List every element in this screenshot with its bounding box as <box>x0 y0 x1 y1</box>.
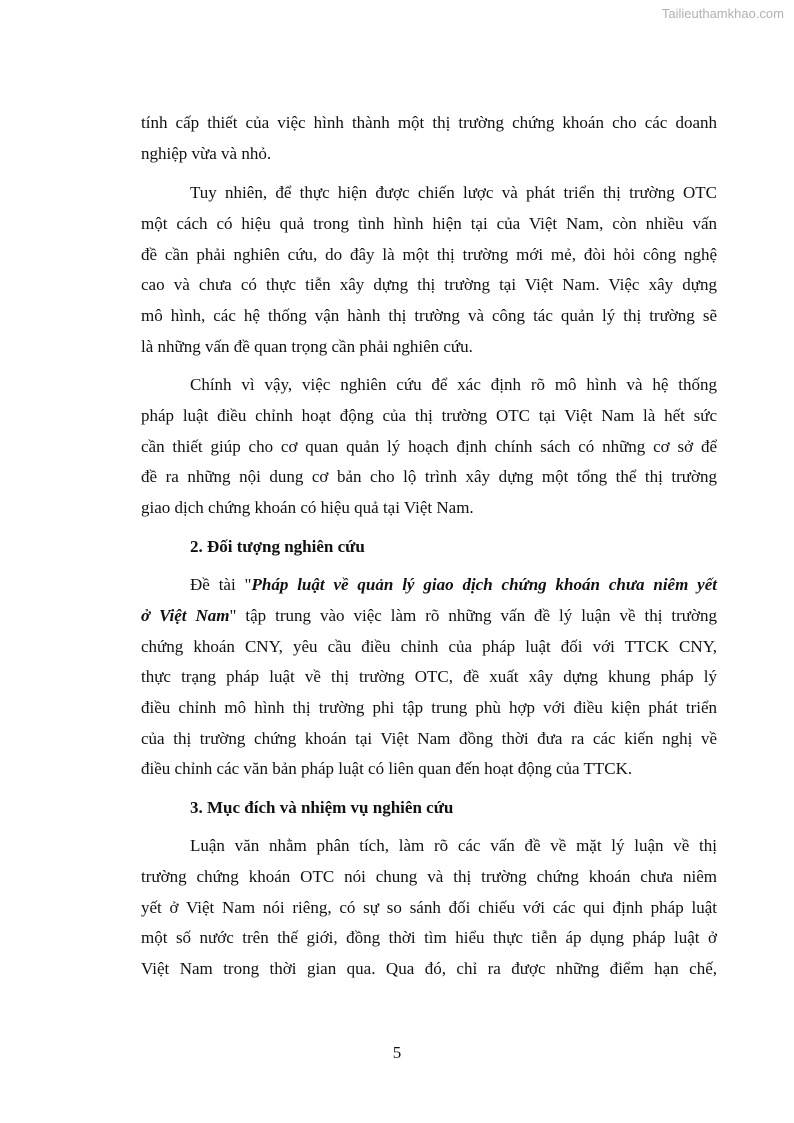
paragraph-line: của thị trường chứng khoán tại Việt Nam đồng thời đưa ra các kiến nghị về <box>141 729 717 748</box>
paragraph-line: Việt Nam trong thời gian qua. Qua đó, chỉ ra được những điểm hạn chế, <box>141 959 717 978</box>
paragraph-line: pháp luật điều chỉnh hoạt động của thị trường OTC tại Việt Nam là hết sức <box>141 406 717 425</box>
thesis-title-emphasis: ở Việt Nam <box>141 606 230 625</box>
paragraph-line: điều chỉnh các văn bản pháp luật có liên quan đến hoạt động của TTCK. <box>141 759 633 778</box>
paragraph-line: là những vấn đề quan trọng cần phải nghiên cứu. <box>141 337 473 356</box>
watermark: Tailieuthamkhao.com <box>661 6 784 21</box>
paragraph-line: cao và chưa có thực tiễn xây dựng thị trường tại Việt Nam. Việc xây dựng <box>141 275 717 294</box>
paragraph-line: thực trạng pháp luật về thị trường OTC, đề xuất xây dựng khung pháp lý <box>141 667 717 686</box>
text-run: Đề tài " <box>190 575 252 594</box>
thesis-title-emphasis: Pháp luật về quản lý giao dịch chứng khoán chưa niêm yết <box>251 575 717 594</box>
text-run: " tập trung vào việc làm rõ những vấn đề lý luận về thị trường <box>229 606 717 625</box>
paragraph-line <box>190 569 717 600</box>
paragraph-line: chứng khoán CNY, yêu cầu điều chỉnh của pháp luật đối với TTCK CNY, <box>141 637 717 656</box>
paragraph-line: cần thiết giúp cho cơ quan quản lý hoạch định chính sách có những cơ sở để <box>141 437 717 456</box>
paragraph-line: nghiệp vừa và nhỏ. <box>141 144 272 163</box>
paragraph-line: tính cấp thiết của việc hình thành một thị trường chứng khoán cho các doanh <box>141 113 717 132</box>
paragraph-line: Chính vì vậy, việc nghiên cứu để xác định rõ mô hình và hệ thống <box>190 375 717 394</box>
paragraph-line: đề ra những nội dung cơ bản cho lộ trình xây dựng một tổng thể thị trường <box>141 467 717 486</box>
paragraph-line: Tuy nhiên, để thực hiện được chiến lược và phát triển thị trường OTC <box>190 183 717 202</box>
section-heading: 2. Đối tượng nghiên cứu <box>190 537 365 556</box>
paragraph-line: một cách có hiệu quả trong tình hình hiện tại của Việt Nam, còn nhiều vấn <box>141 214 717 233</box>
paragraph-line: mô hình, các hệ thống vận hành thị trường và công tác quản lý thị trường sẽ <box>141 306 717 325</box>
paragraph-line: điều chỉnh mô hình thị trường phi tập trung phù hợp với điều kiện phát triển <box>141 698 717 717</box>
paragraph-line: giao dịch chứng khoán có hiệu quả tại Việt Nam. <box>141 498 474 517</box>
page-number: 5 <box>392 1043 402 1062</box>
paragraph-line: một số nước trên thế giới, đồng thời tìm hiểu thực tiễn áp dụng pháp luật ở <box>141 928 717 947</box>
paragraph-line <box>141 600 717 631</box>
paragraph-line: trường chứng khoán OTC nói chung và thị trường chứng khoán chưa niêm <box>141 867 717 886</box>
paragraph-line: đề cần phải nghiên cứu, do đây là một thị trường mới mẻ, đòi hỏi công nghệ <box>141 245 717 264</box>
section-heading: 3. Mục đích và nhiệm vụ nghiên cứu <box>190 798 454 817</box>
paragraph-line: yết ở Việt Nam nói riêng, có sự so sánh đối chiếu với các qui định pháp luật <box>141 898 717 917</box>
paragraph-line: Luận văn nhằm phân tích, làm rõ các vấn đề về mặt lý luận về thị <box>190 836 717 855</box>
